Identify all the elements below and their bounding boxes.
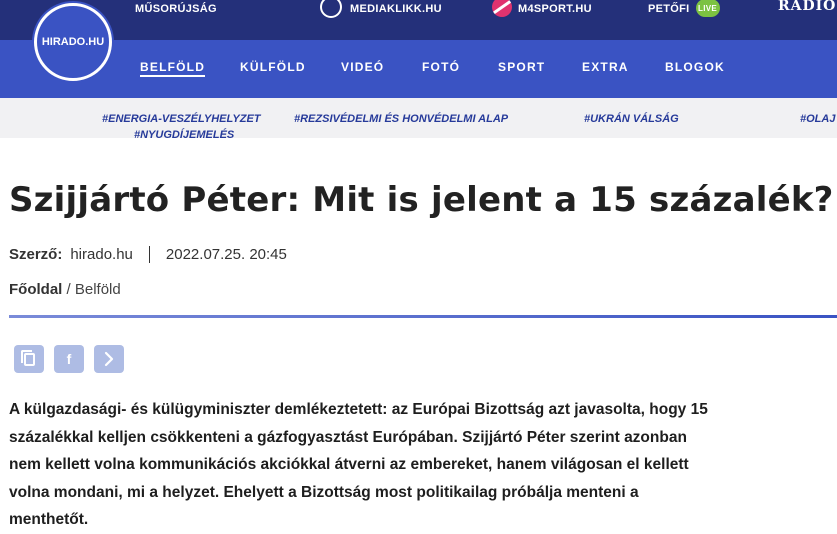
breadcrumb-section[interactable]: Belföld [74, 281, 121, 298]
nav-item-foto[interactable]: FOTÓ [422, 60, 461, 74]
tag-nyugdijemeles[interactable]: #NYUGDÍJEMELÉS [134, 129, 235, 141]
lead-line: volna mondani, mi a helyzet. Ehelyett a Bizottság most politikailag próbálja menteni a [9, 483, 639, 501]
nav-item-belfold[interactable]: BELFÖLD [140, 60, 205, 77]
petofi-label: PETŐFI [648, 3, 690, 15]
mediaklikk-label: MEDIAKLIKK.HU [350, 3, 442, 15]
mediaklikk-link[interactable] [320, 0, 442, 18]
article-title: Szijjártó Péter: Mit is jelent a 15 százalék? [9, 180, 834, 220]
hashtag-bar [0, 98, 837, 141]
nav-item-kulfold[interactable]: KÜLFÖLD [240, 60, 306, 74]
chevron-right-icon [103, 351, 115, 367]
logo-text: HIRADO.HU [41, 36, 105, 48]
author-name[interactable]: hirado.hu [70, 246, 133, 263]
copy-icon [24, 353, 35, 366]
tag-energia[interactable]: #ENERGIA-VESZÉLYHELYZET [102, 113, 261, 125]
breadcrumb-home[interactable]: Főoldal [9, 281, 63, 298]
lead-line: menthetőt. [9, 511, 89, 528]
m4sport-link[interactable] [492, 0, 592, 18]
m4sport-label: M4SPORT.HU [518, 3, 592, 15]
top-bar [0, 0, 837, 40]
meta-separator [149, 246, 150, 263]
author-label: Szerző: [9, 246, 63, 263]
radio-logo[interactable] [778, 0, 837, 18]
breadcrumb-separator: / [62, 281, 75, 298]
facebook-share-button[interactable] [54, 345, 84, 373]
hirado-logo[interactable] [34, 3, 112, 81]
copy-link-button[interactable] [14, 345, 44, 373]
musorujsag-label: MŰSORÚJSÁG [135, 3, 217, 15]
petofi-live-link[interactable] [648, 0, 720, 18]
article-lead [9, 396, 809, 534]
nav-item-sport[interactable]: SPORT [498, 60, 546, 74]
m4sport-logo-icon [492, 0, 512, 17]
musorujsag-link[interactable] [135, 0, 217, 18]
lead-line: nem kellett volna kommunikációs akciókkal átverni az embereket, hanem világosan el kellett [9, 456, 689, 473]
lead-line: százalékkal kelljen csökkenteni a gázfogyasztást Európában. Szijjártó Péter szerint azonban [9, 428, 687, 446]
header-divider [9, 315, 837, 318]
more-share-button[interactable] [94, 345, 124, 373]
nav-item-video[interactable]: VIDEÓ [341, 60, 385, 74]
publish-date: 2022.07.25. 20:45 [165, 246, 287, 263]
mediaklikk-ring-icon [320, 0, 342, 18]
article-meta [9, 246, 287, 263]
lead-line: A külgazdasági- és külügyminiszter demlékeztetett: az Európai Bizottság azt javasolta, hogy 15 [9, 401, 708, 418]
main-nav [0, 40, 837, 98]
breadcrumb [9, 281, 121, 298]
tag-olaj[interactable]: #OLAJ [800, 113, 836, 125]
tag-ukran-valsag[interactable]: #UKRÁN VÁLSÁG [584, 113, 679, 125]
nav-item-extra[interactable]: EXTRA [582, 60, 629, 74]
nav-item-blogok[interactable]: BLOGOK [665, 60, 725, 74]
tag-rezsivedelmi[interactable]: #REZSIVÉDELMI ÉS HONVÉDELMI ALAP [294, 113, 509, 125]
facebook-icon: f [66, 351, 72, 367]
live-badge: LIVE [696, 0, 720, 17]
radio-logo-text: RADIO [778, 0, 837, 14]
